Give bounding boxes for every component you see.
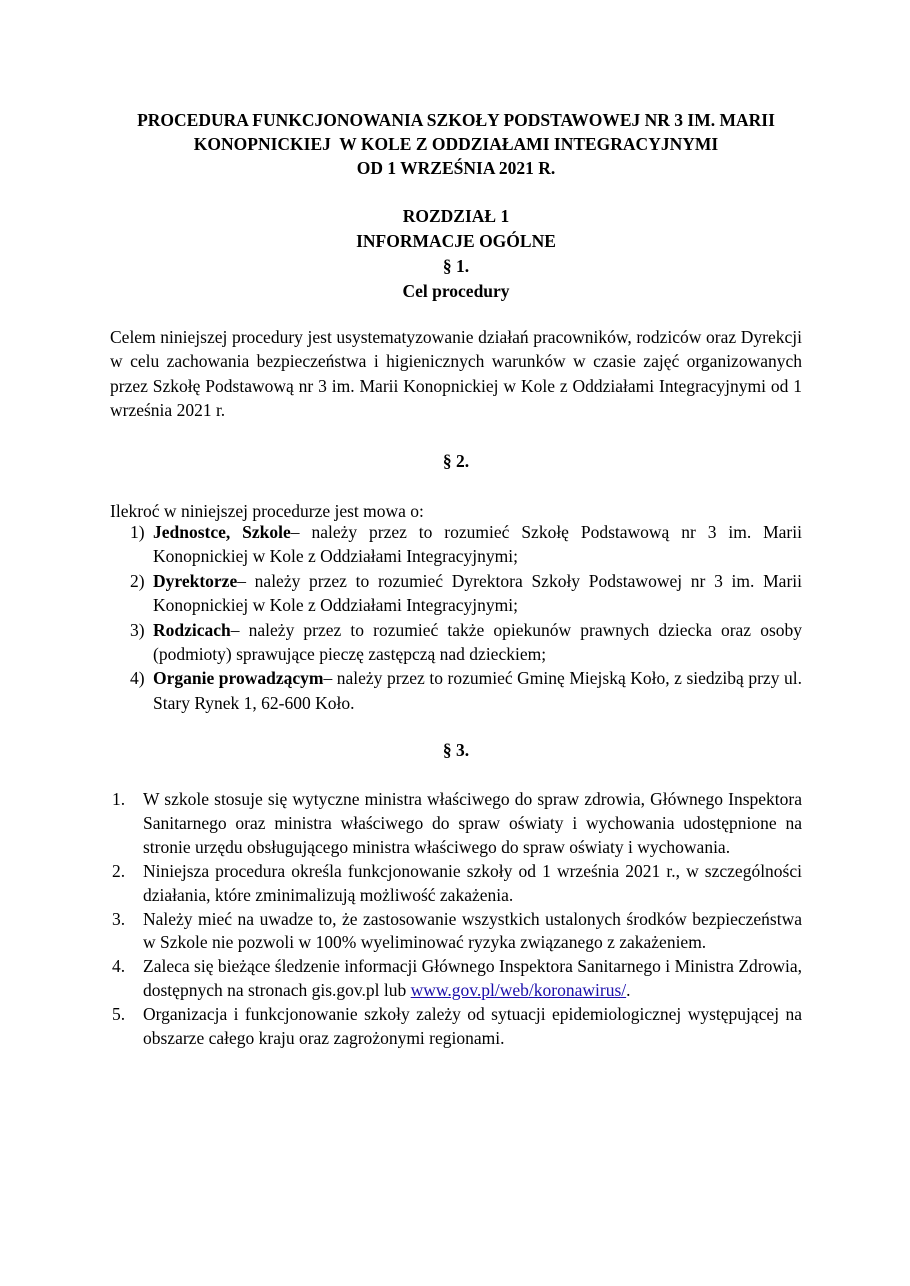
item-number: 3)	[130, 619, 145, 640]
definition-item	[110, 520, 802, 569]
title-line-2: KONOPNICKIEJ W KOLE Z ODDZIAŁAMI INTEGRACYJNYMI	[193, 134, 719, 154]
chapter-number: ROZDZIAŁ 1	[402, 206, 510, 226]
item-number: 2.	[112, 860, 126, 881]
definition-text: – należy przez to rozumieć także opiekunów prawnych dziecka oraz osoby (podmioty) sprawujące pieczę zastępczą nad dzieckiem;	[153, 619, 802, 665]
definition-text: – należy przez to rozumieć Gminę Miejską Koło, z siedzibą przy ul. Stary Rynek 1, 62-600 Koło.	[153, 668, 802, 713]
paragraph-mark-2: § 2.	[442, 451, 470, 471]
definitions-list	[110, 520, 802, 715]
item-number: 3.	[112, 908, 126, 929]
list-item-text: Zaleca się bieżące śledzenie informacji Głównego Inspektora Sanitarnego i Ministra Zdrowia, dostępnych na stronach gis.gov.pl lub	[143, 956, 802, 1001]
document-title	[100, 108, 812, 180]
definition-term: Dyrektorze	[153, 570, 238, 591]
item-number: 4.	[112, 956, 126, 977]
definition-term: Organie prowadzącym	[153, 668, 324, 689]
definition-term: Rodzicach	[153, 619, 231, 640]
item-number: 1.	[112, 789, 126, 809]
list-item-text: Niniejsza procedura określa funkcjonowanie szkoły od 1 września 2021 r., w szczególności działania, które zminimalizują możliwość zakażenia.	[143, 860, 802, 905]
definition-item	[110, 569, 802, 618]
item-number: 1)	[130, 522, 145, 542]
section-1-text: Celem niniejszej procedury jest usystematyzowanie działań pracowników, rodziców oraz Dyrekcji w celu zachowania bezpieczeństwa i higienicznych warunków w czasie zajęć organizowanych przez Szkołę Podstawową nr 3 im. Marii Konopnickiej w Kole z Oddziałami Integracyjnymi od 1 września 2021 r.	[110, 327, 802, 420]
section-2-intro: Ilekroć w niniejszej procedurze jest mowa o:	[110, 501, 424, 521]
title-line-1: PROCEDURA FUNKCJONOWANIA SZKOŁY PODSTAWOWEJ NR 3 IM. MARII	[137, 110, 775, 130]
paragraph-mark-1: § 1.	[442, 256, 470, 276]
definition-text: – należy przez to rozumieć Szkołę Podstawową nr 3 im. Marii Konopnickiej w Kole z Oddziałami Integracyjnymi;	[153, 522, 802, 567]
paragraph-mark-3: § 3.	[442, 740, 470, 760]
definition-text: – należy przez to rozumieć Dyrektora Szkoły Podstawowej nr 3 im. Marii Konopnickiej w Kole z Oddziałami Integracyjnymi;	[153, 570, 802, 616]
definition-item	[110, 618, 802, 667]
list-item	[110, 908, 802, 956]
list-item	[110, 1003, 802, 1051]
item-number: 2)	[130, 570, 145, 591]
definition-term: Jednostce, Szkole	[153, 522, 291, 542]
list-item-text: Organizacja i funkcjonowanie szkoły zależy od sytuacji epidemiologicznej występującej na obszarze całego kraju oraz zagrożonymi regionami.	[143, 1004, 802, 1049]
list-item	[110, 788, 802, 860]
list-item-text-end: .	[626, 980, 631, 1001]
list-item	[110, 860, 802, 908]
paragraph-title-1: Cel procedury	[402, 281, 510, 301]
item-number: 4)	[130, 668, 145, 689]
title-line-3: OD 1 WRZEŚNIA 2021 R.	[356, 158, 556, 178]
list-item	[110, 955, 802, 1003]
list-item-text: W szkole stosuje się wytyczne ministra właściwego do spraw zdrowia, Głównego Inspektora Sanitarnego oraz ministra właściwego do spraw oświaty i wychowania udostępnione na stronie urzędu obsługującego ministra właściwego do spraw oświaty i wychowania.	[143, 789, 802, 857]
item-number: 5.	[112, 1004, 126, 1025]
chapter-name: INFORMACJE OGÓLNE	[356, 231, 556, 251]
koronawirus-link[interactable]: www.gov.pl/web/koronawirus/	[410, 980, 627, 1001]
chapter-heading	[100, 204, 812, 304]
list-item-text: Należy mieć na uwadze to, że zastosowanie wszystkich ustalonych środków bezpieczeństwa w Szkole nie pozwoli w 100% wyeliminować ryzyka związanego z zakażeniem.	[143, 908, 802, 953]
definition-item	[110, 666, 802, 715]
section-3-list	[110, 788, 802, 1051]
